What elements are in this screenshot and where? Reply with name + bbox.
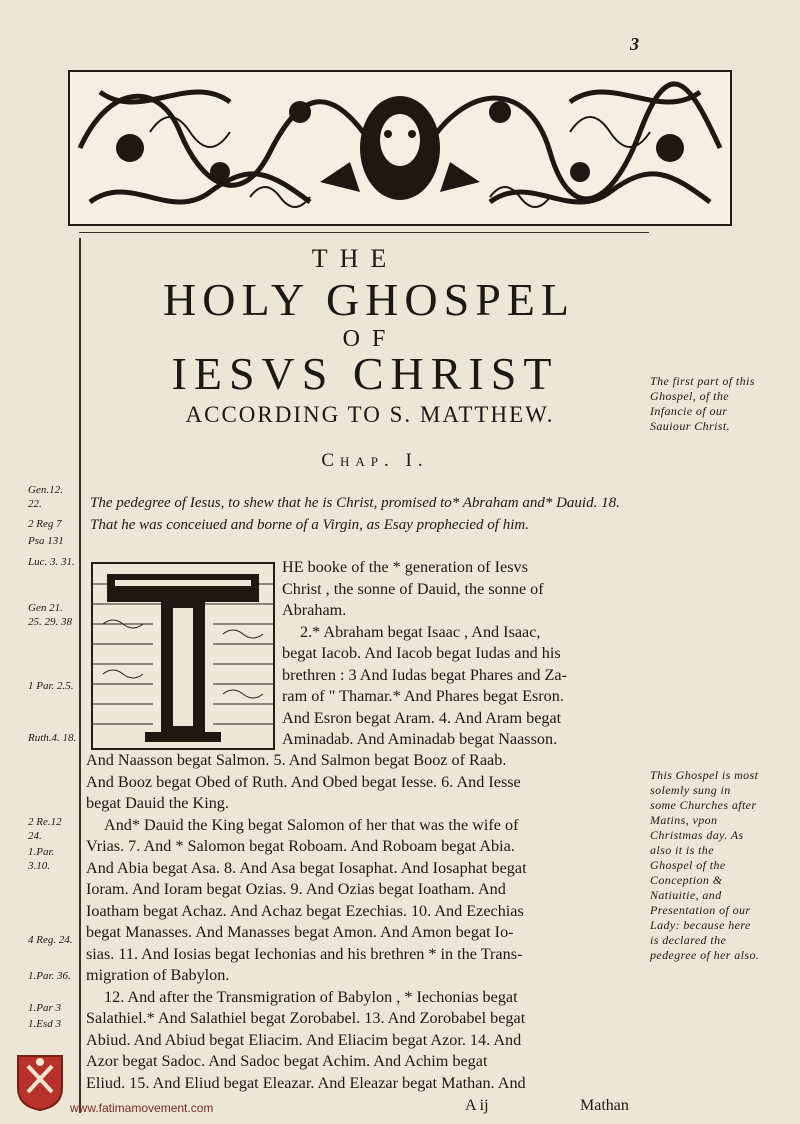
title-jesus-christ: IESVS CHRIST <box>171 348 559 399</box>
gospel-text-opening <box>282 557 650 751</box>
margin-rule <box>79 238 81 1113</box>
chapter-summary: The pedegree of Iesus, to shew that he is Christ, promised to* Abraham and* Dauid. 18. That he was conceiued and borne of a Virgin, as Esay prophecied of him. <box>90 495 620 533</box>
margin-ref: Psa 131 <box>28 535 64 547</box>
margin-ref: 2 Reg 7 <box>28 518 62 530</box>
catchword: Mathan <box>580 1097 629 1114</box>
gospel-text-main <box>86 750 650 1094</box>
signature-mark: A ij <box>465 1097 489 1114</box>
text-line: Ioatham begat Achaz. And Achaz begat Ezechias. 10. And Ezechias <box>86 901 524 920</box>
chapter-heading: Chap. I. <box>321 450 429 471</box>
text-line: Christ , the sonne of Dauid, the sonne of <box>282 579 544 598</box>
text-line: And* Dauid the King begat Salomon of her that was the wife of <box>104 815 519 834</box>
text-line: Salathiel.* And Salathiel begat Zorobabel. 13. And Zorobabel begat <box>86 1009 526 1027</box>
margin-ref: Gen.12. 22. <box>28 484 63 510</box>
text-line: 2.* Abraham begat Isaac , And Isaac, <box>300 622 541 641</box>
text-line: 12. And after the Transmigration of Babylon , * Iechonias begat <box>104 987 518 1006</box>
drop-cap-t <box>91 562 275 750</box>
text-line: Vrias. 7. And * Salomon begat Roboam. And Roboam begat Abia. <box>86 837 515 855</box>
text-line: Ioram. And Ioram begat Ozias. 9. And Ozias begat Ioatham. And <box>86 880 506 898</box>
text-line: Azor begat Sadoc. And Sadoc begat Achim. And Achim begat <box>86 1052 488 1070</box>
text-line: And Booz begat Obed of Ruth. And Obed begat Iesse. 6. And Iesse <box>86 772 521 791</box>
text-line: Eliud. 15. And Eliud begat Eleazar. And Eleazar begat Mathan. And <box>86 1073 526 1092</box>
margin-ref: Gen 21. 25. 29. 38 <box>28 602 72 628</box>
text-line: HE booke of the * generation of Iesvs <box>282 558 528 576</box>
margin-ref: 1.Par. 3.10. <box>28 846 55 872</box>
watermark-link[interactable]: www.fatimamovement.com <box>70 1101 214 1115</box>
margin-ref: 2 Re.12 24. <box>28 816 62 842</box>
title-holy-ghospel: HOLY GHOSPEL <box>163 274 575 325</box>
margin-ref: 4 Reg. 24. <box>28 934 73 946</box>
text-line: And Naasson begat Salmon. 5. And Salmon begat Booz of Raab. <box>86 751 507 769</box>
text-line: Aminadab. And Aminadab begat Naasson. <box>282 730 558 748</box>
text-line: And Esron begat Aram. 4. And Aram begat <box>282 708 562 727</box>
text-line: begat Iacob. And Iacob begat Iudas and his <box>282 644 561 662</box>
text-line: migration of Babylon. <box>86 966 230 984</box>
side-note-first-part: The first part of this Ghospel, of the Infancie of our Sauiour Christ. <box>650 374 755 433</box>
text-line: brethren : 3 And Iudas begat Phares and Za- <box>282 665 567 684</box>
text-line: begat Manasses. And Manasses begat Amon. And Amon begat Io- <box>86 923 514 941</box>
papal-seal-icon <box>14 1052 66 1112</box>
title-according: ACCORDING TO S. MATTHEW. <box>185 402 555 427</box>
text-line: And Abia begat Asa. 8. And Asa begat Iosaphat. And Iosaphat begat <box>86 858 527 877</box>
title-of: OF <box>342 326 398 352</box>
page-number: 3 <box>630 34 639 54</box>
title-the: THE <box>311 244 399 273</box>
text-line: Abraham. <box>282 601 347 619</box>
margin-ref: Luc. 3. 31. <box>28 556 75 568</box>
margin-ref: 1.Esd 3 <box>28 1018 61 1030</box>
text-line: ram of " Thamar.* And Phares begat Esron. <box>282 687 564 705</box>
side-note-solemn: This Ghospel is most solemly sung in some Churches after Matins, vpon Christmas day. As also it is the Ghospel of the Conception & Natiuitie, and Presentation of our Lady: because here is declared the pedegree of her also. <box>650 768 760 962</box>
text-line: Abiud. And Abiud begat Eliacim. And Eliacim begat Azor. 14. And <box>86 1030 522 1049</box>
ornamental-headpiece <box>68 70 732 226</box>
text-line: begat Dauid the King. <box>86 794 229 812</box>
title-rule <box>79 232 649 233</box>
margin-ref: Ruth.4. 18. <box>28 732 77 744</box>
margin-ref: 1.Par. 36. <box>28 970 71 982</box>
margin-ref: 1.Par 3 <box>28 1002 61 1014</box>
margin-ref: 1 Par. 2.5. <box>28 680 74 692</box>
text-line: sias. 11. And Iosias begat Iechonias and his brethren * in the Trans- <box>86 944 523 963</box>
